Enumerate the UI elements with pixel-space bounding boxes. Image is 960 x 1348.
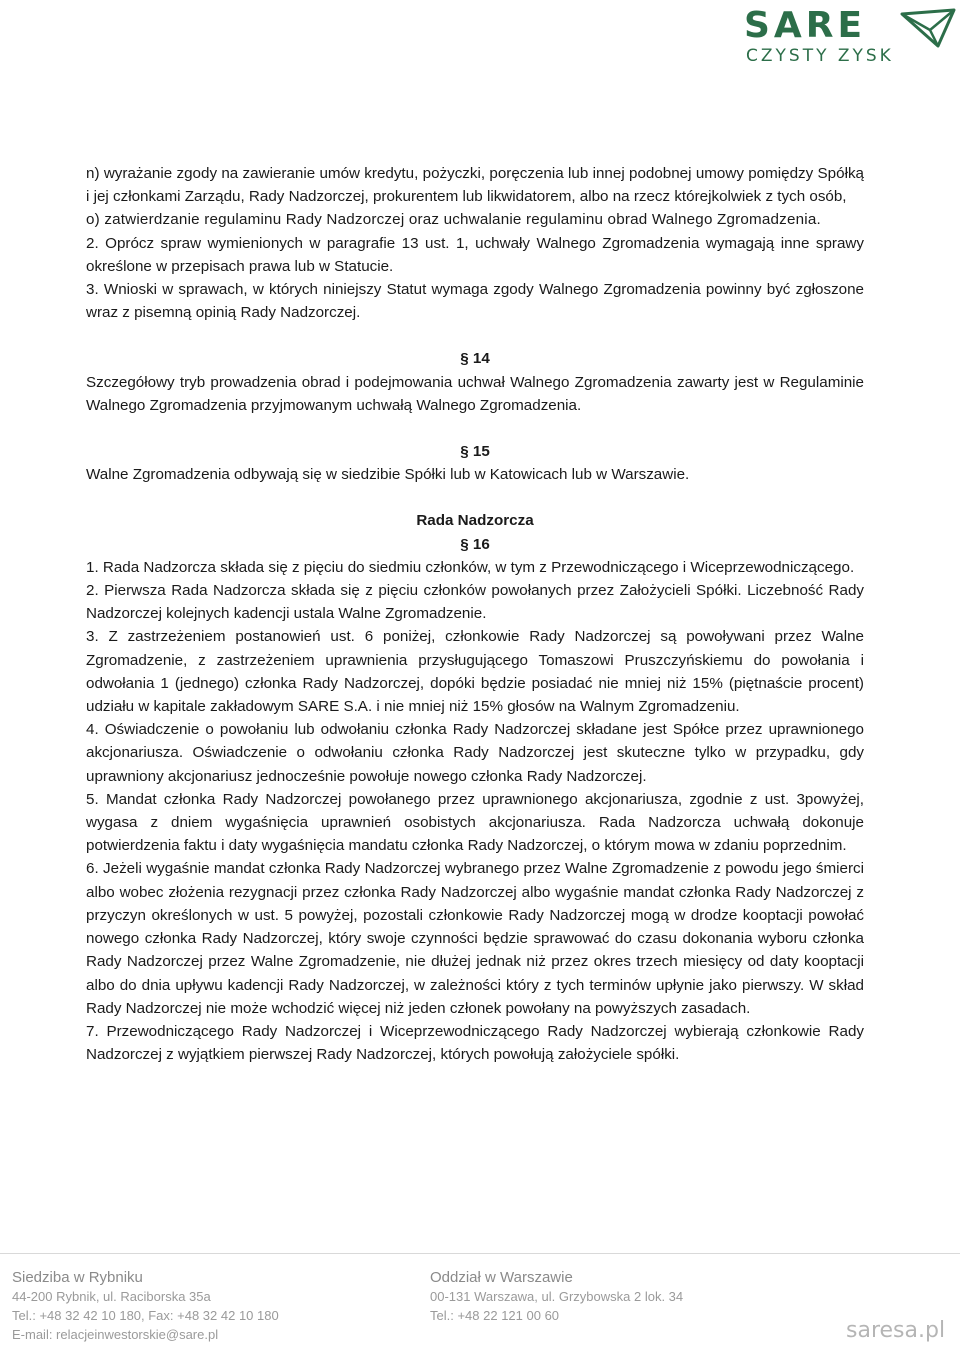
paragraph-15: Walne Zgromadzenia odbywają się w siedzibie Spółki lub w Katowicach lub w Warszawie.	[86, 466, 690, 484]
paragraph-16-4: 4. Oświadczenie o powołaniu lub odwołaniu członka Rady Nadzorczej składane jest Spółce przez uprawnionego akcjonariusza. Oświadczenie o odwołaniu członka Rady Nadzorczej jest skuteczne tylko w przypadku, gdy uprawniony akcjonariusz jednocześnie powołuje nowego członka Rady Nadzorczej.	[86, 721, 864, 785]
footer-divider	[0, 1253, 960, 1254]
envelope-icon	[900, 8, 956, 48]
document-body	[86, 162, 864, 1066]
footer-hq-heading: Siedziba w Rybniku	[12, 1269, 143, 1286]
paragraph-16-1: 1. Rada Nadzorcza składa się z pięciu do siedmiu członków, w tym z Przewodniczącego i Wiceprzewodniczącego.	[86, 558, 855, 576]
paragraph-16-5: 5. Mandat członka Rady Nadzorczej powołanego przez uprawnionego akcjonariusza, zgodnie z ust. 3powyżej, wygasa z dniem wygaśnięcia uprawnień osobistych akcjonariusza. Rada Nadzorcza uchwałą dokonuje potwierdzenia faktu i daty wygaśnięcia mandatu członka Rady Nadzorczej, o którym mowa w zdaniu poprzednim.	[86, 790, 864, 855]
paragraph-o: o) zatwierdzanie regulaminu Rady Nadzorczej oraz uchwalanie regulaminu obrad Walnego Zgromadzenia.	[86, 211, 821, 229]
footer-hq-email[interactable]: E-mail: relacjeinwestorskie@sare.pl	[12, 1327, 219, 1342]
company-logo	[744, 6, 958, 68]
footer-website-link[interactable]: saresa.pl	[846, 1318, 946, 1343]
paragraph-14: Szczegółowy tryb prowadzenia obrad i podejmowania uchwał Walnego Zgromadzenia zawarty jest w Regulaminie Walnego Zgromadzenia przyjmowanym uchwałą Walnego Zgromadzenia.	[86, 373, 864, 414]
paragraph-16-7: 7. Przewodniczącego Rady Nadzorczej i Wiceprzewodniczącego Rady Nadzorczej wybierają członkowie Rady Nadzorczej z wyjątkiem pierwszej Rady Nadzorczej, których powołują założyciele spółki.	[86, 1022, 864, 1064]
footer-hq	[12, 1268, 279, 1344]
footer-branch-phone: Tel.: +48 22 121 00 60	[430, 1308, 560, 1323]
footer-branch-address: 00-131 Warszawa, ul. Grzybowska 2 lok. 34	[430, 1289, 684, 1304]
logo-brand: SARE	[744, 5, 867, 46]
footer-branch-heading: Oddział w Warszawie	[430, 1269, 573, 1286]
paragraph-2: 2. Oprócz spraw wymienionych w paragrafie 13 ust. 1, uchwały Walnego Zgromadzenia wymagają inne sprawy określone w przepisach prawa lub w Statucie.	[86, 234, 864, 275]
section-heading-16: § 16	[460, 535, 490, 553]
footer-branch	[430, 1268, 683, 1325]
logo-tagline: CZYSTY ZYSK	[746, 46, 894, 66]
paragraph-16-3: 3. Z zastrzeżeniem postanowień ust. 6 poniżej, członkowie Rady Nadzorczej są powoływani przez Walne Zgromadzenie, z zastrzeżeniem uprawnienia przysługującego Tomaszowi Pruszczyńskiemu do powołania i odwołania 1 (jednego) członka Rady Nadzorczej, dopóki będzie posiadać nie mniej niż 15% (piętnaście procent) udziału w kapitale zakładowym SARE S.A. i nie mniej niż 15% głosów na Walnym Zgromadzeniu.	[86, 628, 864, 716]
footer-hq-phone: Tel.: +48 32 42 10 180, Fax: +48 32 42 10 180	[12, 1308, 279, 1323]
footer-hq-address: 44-200 Rybnik, ul. Raciborska 35a	[12, 1289, 211, 1304]
paragraph-3: 3. Wnioski w sprawach, w których niniejszy Statut wymaga zgody Walnego Zgromadzenia powinny być zgłoszone wraz z pisemną opinią Rady Nadzorczej.	[86, 281, 864, 322]
section-heading-15: § 15	[460, 443, 490, 461]
chapter-heading-rada: Rada Nadzorcza	[416, 512, 534, 530]
paragraph-16-2: 2. Pierwsza Rada Nadzorcza składa się z pięciu członków powołanych przez Założycieli Spółki. Liczebność Rady Nadzorczej kolejnych kadencji ustala Walne Zgromadzenie.	[86, 582, 864, 623]
paragraph-n: n) wyrażanie zgody na zawieranie umów kredytu, pożyczki, poręczenia lub innej podobnej umowy pomiędzy Spółką i jej członkami Zarządu, Rady Nadzorczej, prokurentem lub likwidatorem, albo na rzecz którejkolwiek z tych osób,	[86, 165, 864, 206]
section-heading-14: § 14	[460, 350, 490, 368]
paragraph-16-6: 6. Jeżeli wygaśnie mandat członka Rady Nadzorczej wybranego przez Walne Zgromadzenie z powodu jego śmierci albo wobec złożenia rezygnacji przez członka Rady Nadzorczej albo wygaśnie mandat członka Rady Nadzorczej z przyczyn określonych w ust. 5 powyżej, pozostali członkowie Rady Nadzorczej mogą w drodze kooptacji powołać nowego członka Rady Nadzorczej, który swoje czynności będzie sprawować do czasu dokonania wyboru członka Rady Nadzorczej przez Walne Zgromadzenie, nie dłużej jednak niż przez okres trzech miesięcy od daty kooptacji albo do dnia upływu kadencji Rady Nadzorczej, w zależności który z tych terminów upłynie jako pierwszy. W skład Rady Nadzorczej nie może wchodzić więcej niż jeden członek powołany na powyższych zasadach.	[86, 860, 864, 1017]
